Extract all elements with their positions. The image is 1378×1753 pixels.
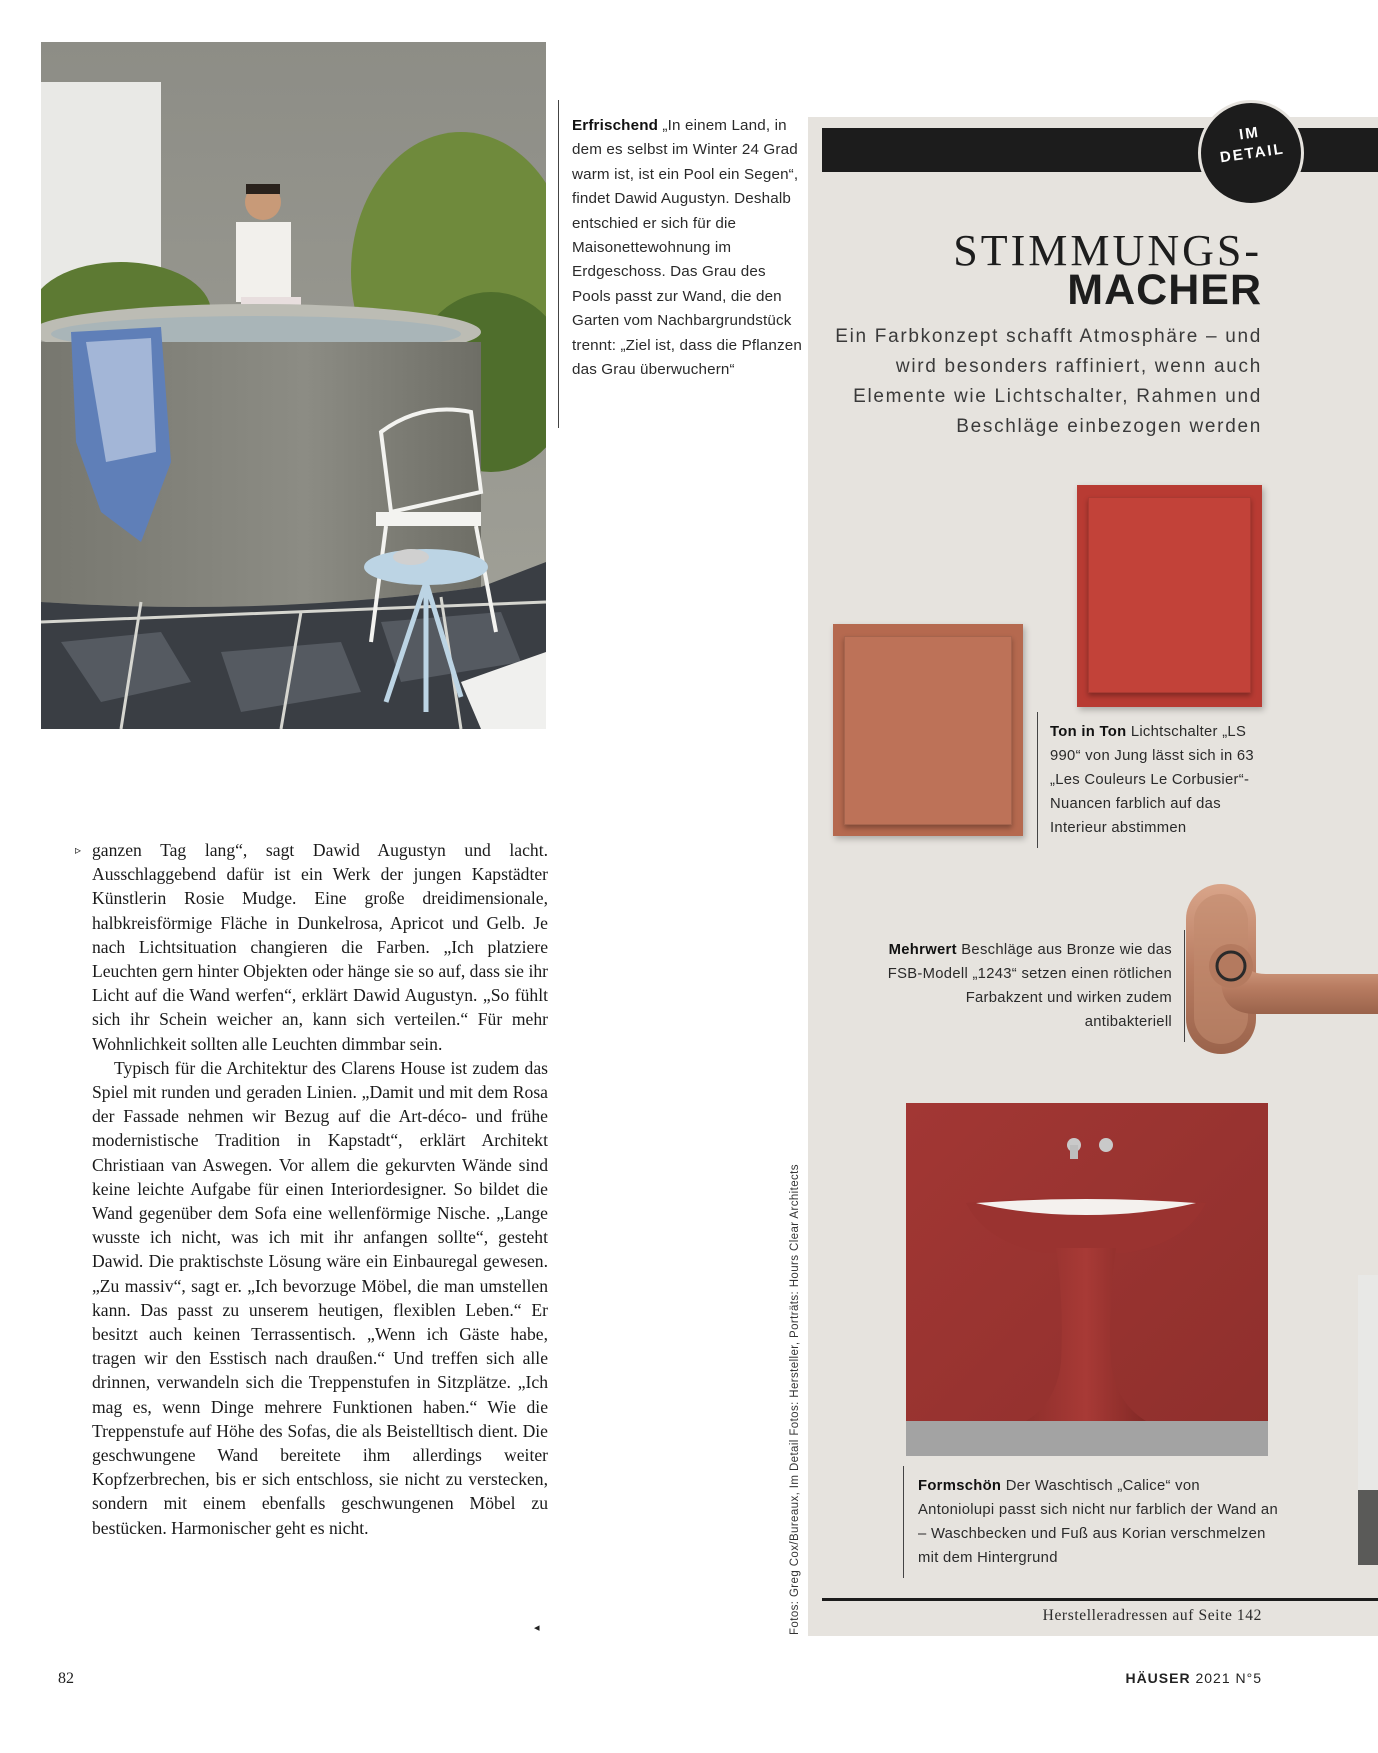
basin-caption	[903, 1466, 1278, 1578]
handle-caption	[882, 930, 1185, 1042]
issue-number: 2021 N°5	[1195, 1670, 1262, 1686]
basin-caption-title: Formschön	[918, 1478, 1002, 1494]
pool-photo-caption	[558, 100, 807, 428]
continuation-marker: ▹	[75, 843, 82, 857]
handle-caption-title: Mehrwert	[888, 942, 957, 958]
manufacturer-address-note: Herstelleradressen auf Seite 142	[1042, 1607, 1262, 1624]
badge-line-2: DETAIL	[1218, 140, 1286, 167]
adjacent-photo-edge-dark	[1358, 1490, 1378, 1565]
panel-bottom-rule	[822, 1598, 1378, 1601]
door-handle-image	[1186, 884, 1378, 1054]
article-body	[92, 838, 548, 1540]
body-paragraph-2: Typisch für die Architektur des Clarens House ist zudem das Spiel mit runden und geraden Linien. „Damit und mit dem Rosa der Fassade nehmen wir Bezug auf die Art-déco- und frühe modernistische Tradition in Kapstadt“, erklärt Architekt Christiaan van Aswegen. Vor allem die gekurvten Wände sind keine leichte Aufgabe für einen Interiordesigner. So bildet die Wand gegenüber dem Sofa eine wellenförmige Nische. „Lange wusste ich nicht, was ich mit ihr anfangen sollte“, gesteht Dawid. Die praktischste Lösung wäre ein Einbauregal gewesen. „Zu massiv“, sagt er. „Ich bevorzuge Möbel, die man umstellen kann. Das passt zu unserem heutigen, flexiblen Leben.“ Er besitzt auch keinen Terrassentisch. „Wenn ich Gäste habe, tragen wir den Esstisch nach draußen.“ Und treffen sich alle drinnen, verwandeln sich die Treppenstufen in Sitzplätze. „Ich mag es, wenn Dinge mehrere Funktionen haben.“ Wie die Treppenstufe auf Höhe des Sofas, die als Beistelltisch dient. Die geschwungene Wand bereitete ihm allerdings weiter Kopfzerbrechen, bis er sich entschloss, sie nicht zu verstecken, sondern mit einem ebenfalls geschwungenen Möbel zu bestücken. Harmonischer geht es nicht.	[92, 1057, 548, 1538]
handle-caption-text: Beschläge aus Bronze wie das FSB-Modell „1243“ setzen einen rötlichen Farbakzent und wirken zudem antibakteriell	[887, 942, 1172, 1030]
photo-credit: Fotos: Greg Cox/Bureaux, Im Detail Fotos: Hersteller, Porträts: Hours Clear Architects	[789, 1164, 801, 1635]
switch-caption	[1037, 712, 1280, 848]
magazine-folio	[1000, 1670, 1262, 1686]
badge-line-1: IM	[1238, 123, 1261, 144]
magazine-name: HÄUSER	[1125, 1670, 1191, 1686]
switch-caption-text: Lichtschalter „LS 990“ von Jung lässt sich in 63 „Les Couleurs Le Corbusier“-Nuancen farblich auf das Interieur abstimmen	[1050, 724, 1254, 836]
body-paragraph-1: ganzen Tag lang“, sagt Dawid Augustyn und lacht. Ausschlaggebend dafür ist ein Werk der jungen Kapstädter Künstlerin Rosie Mudge. Eine große dreidimensionale, halbkreisförmige Fläche in Dunkelrosa, Apricot und Gelb. Je nach Lichtsituation changieren die Farben. „Ich platziere Leuchten gern hinter Objekten oder hänge sie so auf, dass sie ihr Licht auf die Wand werfen“, erklärt Dawid Augustyn. „So fühlt sich ihr Schein weicher an, kann sich verteilen.“ Für mehr Wohnlichkeit sollten alle Leuchten dimmbar sein.	[92, 840, 548, 1054]
pool-photo	[41, 42, 546, 729]
switch-caption-title: Ton in Ton	[1050, 724, 1127, 740]
panel-title-line-1: STIMMUNGS-	[953, 226, 1262, 275]
caption-title: Erfrischend	[572, 117, 659, 134]
page-number: 82	[58, 1670, 74, 1687]
caption-text: „In einem Land, in dem es selbst im Winter 24 Grad warm ist, ist ein Pool ein Segen“, findet Dawid Augustyn. Deshalb entschied er sich für die Maisonettewohnung im Erdgeschoss. Das Grau des Pools passt zur Wand, die den Garten vom Nachbargrundstück trennt: „Ziel ist, dass die Pflanzen das Grau überwuchern“	[572, 117, 802, 379]
copper-light-switch-rocker	[844, 636, 1012, 825]
end-marker: ◂	[534, 1622, 540, 1634]
panel-intro: Ein Farbkonzept schafft Atmosphäre – und wird besonders raffiniert, wenn auch Elemente wie Lichtschalter, Rahmen und Beschläge einbezogen werden	[835, 326, 1262, 437]
panel-title-line-2: MACHER	[1067, 266, 1262, 314]
red-light-switch-rocker	[1088, 497, 1251, 693]
washbasin-image	[906, 1103, 1268, 1456]
basin-caption-text: Der Waschtisch „Calice“ von Antoniolupi passt sich nicht nur farblich der Wand an – Waschbecken und Fuß aus Korian verschmelzen mit dem Hintergrund	[918, 1478, 1278, 1566]
